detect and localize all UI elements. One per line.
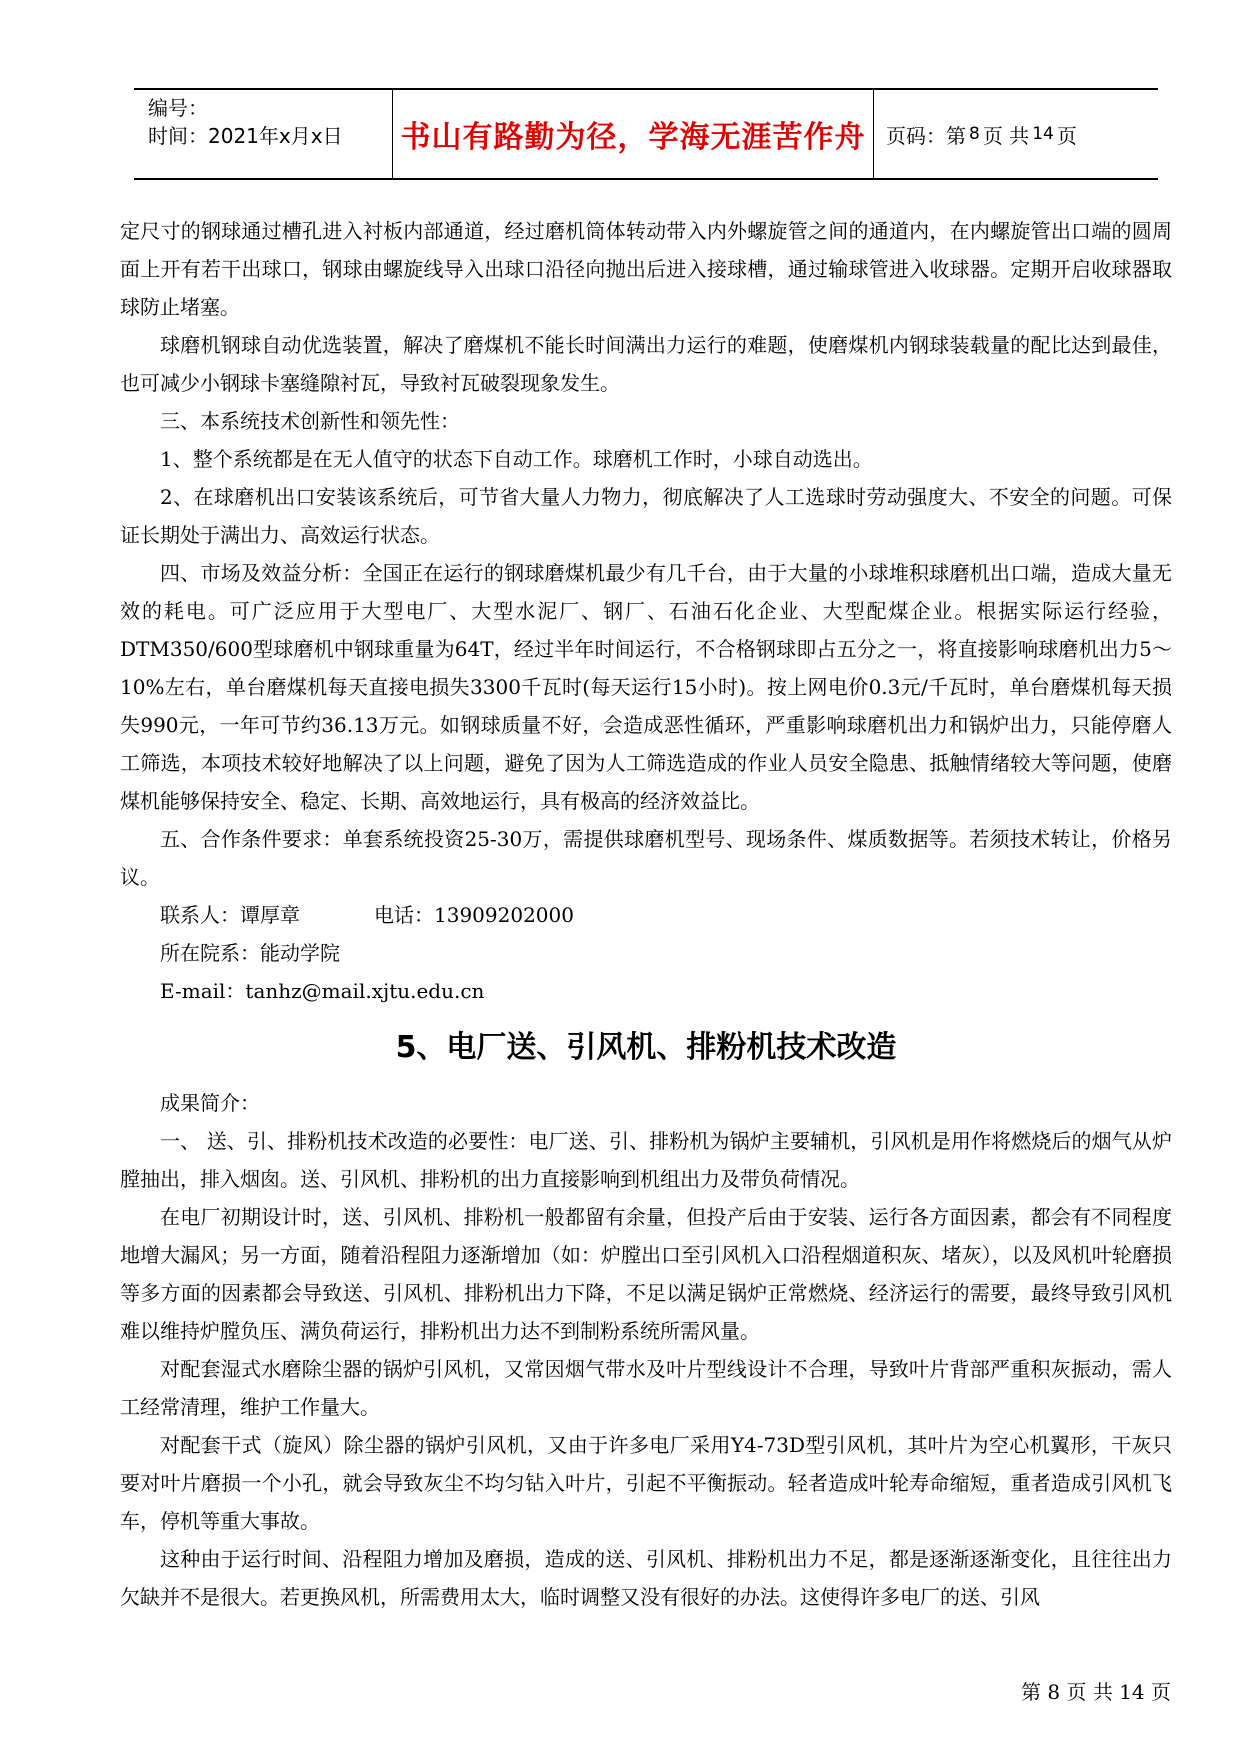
paragraph: 三、本系统技术创新性和领先性： bbox=[160, 409, 460, 433]
paragraph: 球磨机钢球自动优选装置，解决了磨煤机不能长时间满出力运行的难题，使磨煤机内钢球装载量的配比达到最佳，也可减少小钢球卡塞缝隙衬瓦，导致衬瓦破裂现象发生。 bbox=[120, 333, 1172, 395]
page-total: 14 bbox=[1032, 124, 1054, 144]
paragraph: 1、整个系统都是在无人值守的状态下自动工作。球磨机工作时，小球自动选出。 bbox=[160, 447, 873, 471]
paragraph: 在电厂初期设计时，送、引风机、排粉机一般都留有余量，但投产后由于安装、运行各方面因素，都会有不同程度地增大漏风；另一方面，随着沿程阻力逐渐增加（如：炉膛出口至引风机入口沿程烟道积灰、堵灰），以及风机叶轮磨损等多方面的因素都会导致送、引风机、排粉机出力下降，不足以满足锅炉正常燃烧、经济运行的需要，最终导致引风机难以维持炉膛负压、满负荷运行，排粉机出力达不到制粉系统所需风量。 bbox=[120, 1205, 1172, 1343]
contact-dept: 所在院系：能动学院 bbox=[160, 941, 340, 965]
page-mid: 页 共 bbox=[982, 123, 1030, 148]
page-footer: 第 8 页 共 14 页 bbox=[1021, 1680, 1171, 1704]
doc-time-label: 时间：2021年x月x日 bbox=[148, 124, 343, 148]
paragraph: 这种由于运行时间、沿程阻力增加及磨损，造成的送、引风机、排粉机出力不足，都是逐渐逐渐变化，且往往出力欠缺并不是很大。若更换风机，所需费用太大，临时调整又没有很好的办法。这使得许多电厂的送、引风 bbox=[120, 1547, 1172, 1609]
paragraph: 一、 送、引、排粉机技术改造的必要性：电厂送、引、排粉机为锅炉主要辅机，引风机是用作将燃烧后的烟气从炉膛抽出，排入烟囱。送、引风机、排粉机的出力直接影响到机组出力及带负荷情况。 bbox=[120, 1129, 1172, 1191]
paragraph: 五、合作条件要求：单套系统投资25-30万，需提供球磨机型号、现场条件、煤质数据等。若须技术转让，价格另议。 bbox=[120, 827, 1172, 889]
page-suffix: 页 bbox=[1056, 123, 1077, 148]
paragraph: 2、在球磨机出口安装该系统后，可节省大量人力物力，彻底解决了人工选球时劳动强度大、不安全的问题。可保证长期处于满出力、高效运行状态。 bbox=[120, 485, 1172, 547]
page-prefix: 页码：第 bbox=[886, 123, 966, 148]
doc-number-label: 编号： bbox=[148, 96, 208, 120]
paragraph: 成果简介： bbox=[160, 1091, 260, 1115]
contact-person: 联系人：谭厚章 bbox=[160, 903, 300, 927]
contact-line bbox=[120, 896, 1172, 934]
section-title: 5、电厂送、引风机、排粉机技术改造 bbox=[395, 1030, 897, 1065]
contact-email: E-mail：tanhz@mail.xjtu.edu.cn bbox=[160, 979, 485, 1003]
paragraph: 定尺寸的钢球通过槽孔进入衬板内部通道，经过磨机筒体转动带入内外螺旋管之间的通道内，在内螺旋管出口端的圆周面上开有若干出球口，钢球由螺旋线导入出球口沿径向抛出后进入接球槽，通过输球管进入收球器。定期开启收球器取球防止堵塞。 bbox=[120, 219, 1172, 319]
paragraph: 四、市场及效益分析：全国正在运行的钢球磨煤机最少有几千台，由于大量的小球堆积球磨机出口端，造成大量无效的耗电。可广泛应用于大型电厂、大型水泥厂、钢厂、石油石化企业、大型配煤企业。根据实际运行经验， DTM350/600型球磨机中钢球重量为64T，经过半年时间运行，不合格钢球即占五分之一，将直接影响球磨机出力5～10%左右，单台磨煤机每天直接电损失3300千瓦时(每天运行15小时)。按上网电价0.3元/千瓦时，单台磨煤机每天损失990元，一年可节约36.13万元。如钢球质量不好，会造成恶性循环，严重影响球磨机出力和锅炉出力，只能停磨人工筛选，本项技术较好地解决了以上问题，避免了因为人工筛选造成的作业人员安全隐患、抵触情绪较大等问题，使磨煤机能够保持安全、稳定、长期、高效地运行，具有极高的经济效益比。 bbox=[120, 561, 1172, 813]
header-page-info bbox=[874, 90, 1158, 178]
paragraph: 对配套干式（旋风）除尘器的锅炉引风机，又由于许多电厂采用Y4-73D型引风机，其叶片为空心机翼形，干灰只要对叶片磨损一个小孔，就会导致灰尘不均匀钻入叶片，引起不平衡振动。轻者造成叶轮寿命缩短，重者造成引风机飞车，停机等重大事故。 bbox=[120, 1433, 1172, 1533]
page-current: 8 bbox=[969, 124, 980, 144]
contact-phone: 电话：13909202000 bbox=[374, 903, 574, 927]
page-header bbox=[134, 88, 1158, 180]
header-motto: 书山有路勤为径，学海无涯苦作舟 bbox=[393, 90, 874, 178]
document-body bbox=[120, 212, 1172, 1616]
paragraph: 对配套湿式水磨除尘器的锅炉引风机，又常因烟气带水及叶片型线设计不合理，导致叶片背部严重积灰振动，需人工经常清理，维护工作量大。 bbox=[120, 1357, 1172, 1419]
header-meta bbox=[134, 90, 393, 178]
